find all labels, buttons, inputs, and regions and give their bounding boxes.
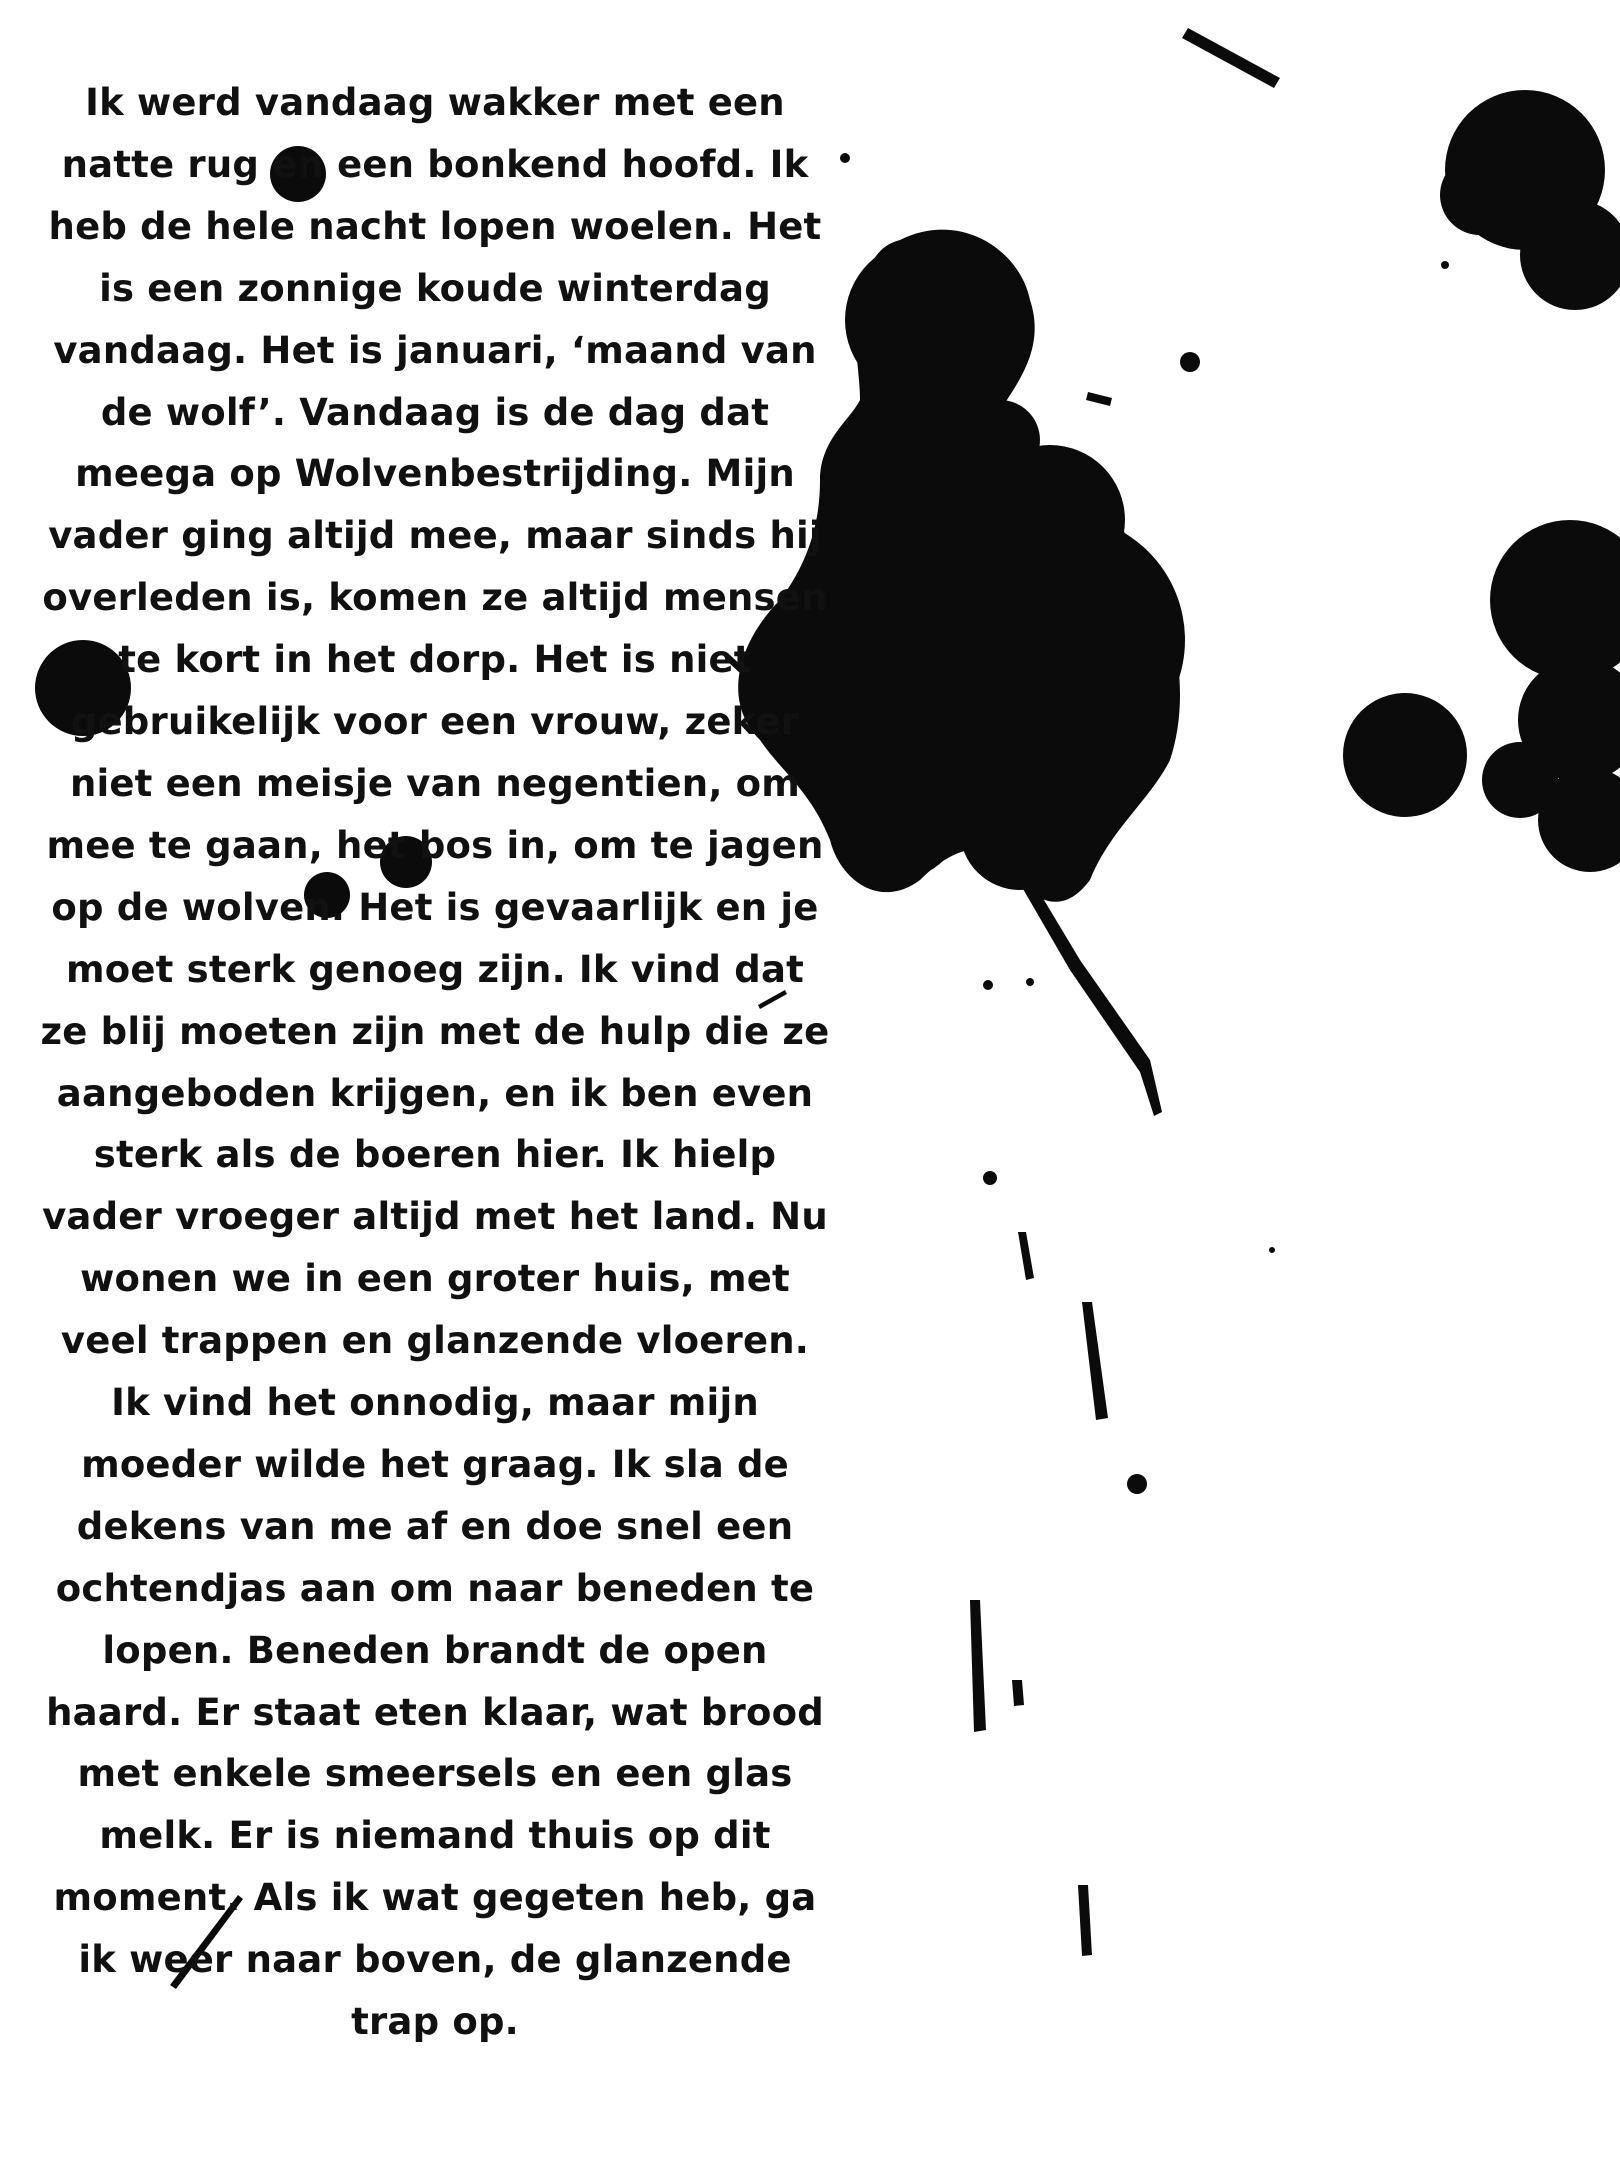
story-text: Ik werd vandaag wakker met een natte rug en een bonkend hoofd. Ik heb de hele nacht lopen woelen. Het is een zonnige koude winterdag vandaag. Het is januari, ‘maand van de wolf’. Vandaag is de dag dat meega op Wolvenbestrijding. Mijn vader ging altijd mee, maar sinds hij overleden is, komen ze altijd mensen te kort in het dorp. Het is niet gebruikelijk voor een vrouw, zeker niet een meisje van negentien, om mee te gaan, het bos in, om te jagen op de wolven. Het is gevaarlijk en je moet sterk genoeg zijn. Ik vind dat ze blij moeten zijn met de hulp die ze aangeboden krijgen, en ik ben even sterk als de boeren hier. Ik hielp vader vroeger altijd met het land. Nu wonen we in een groter huis, met veel trappen en glanzende vloeren. Ik vind het onnodig, maar mijn moeder wilde het graag. Ik sla de dekens van me af en doe snel een ochtendjas aan om naar beneden te lopen. Beneden brandt de open haard. Er staat eten klaar, wat brood met enkele smeersels en een glas melk. Er is niemand thuis op dit moment. Als ik wat gegeten heb, ga ik weer naar boven, de glanzende trap op.	[40, 81, 830, 2044]
